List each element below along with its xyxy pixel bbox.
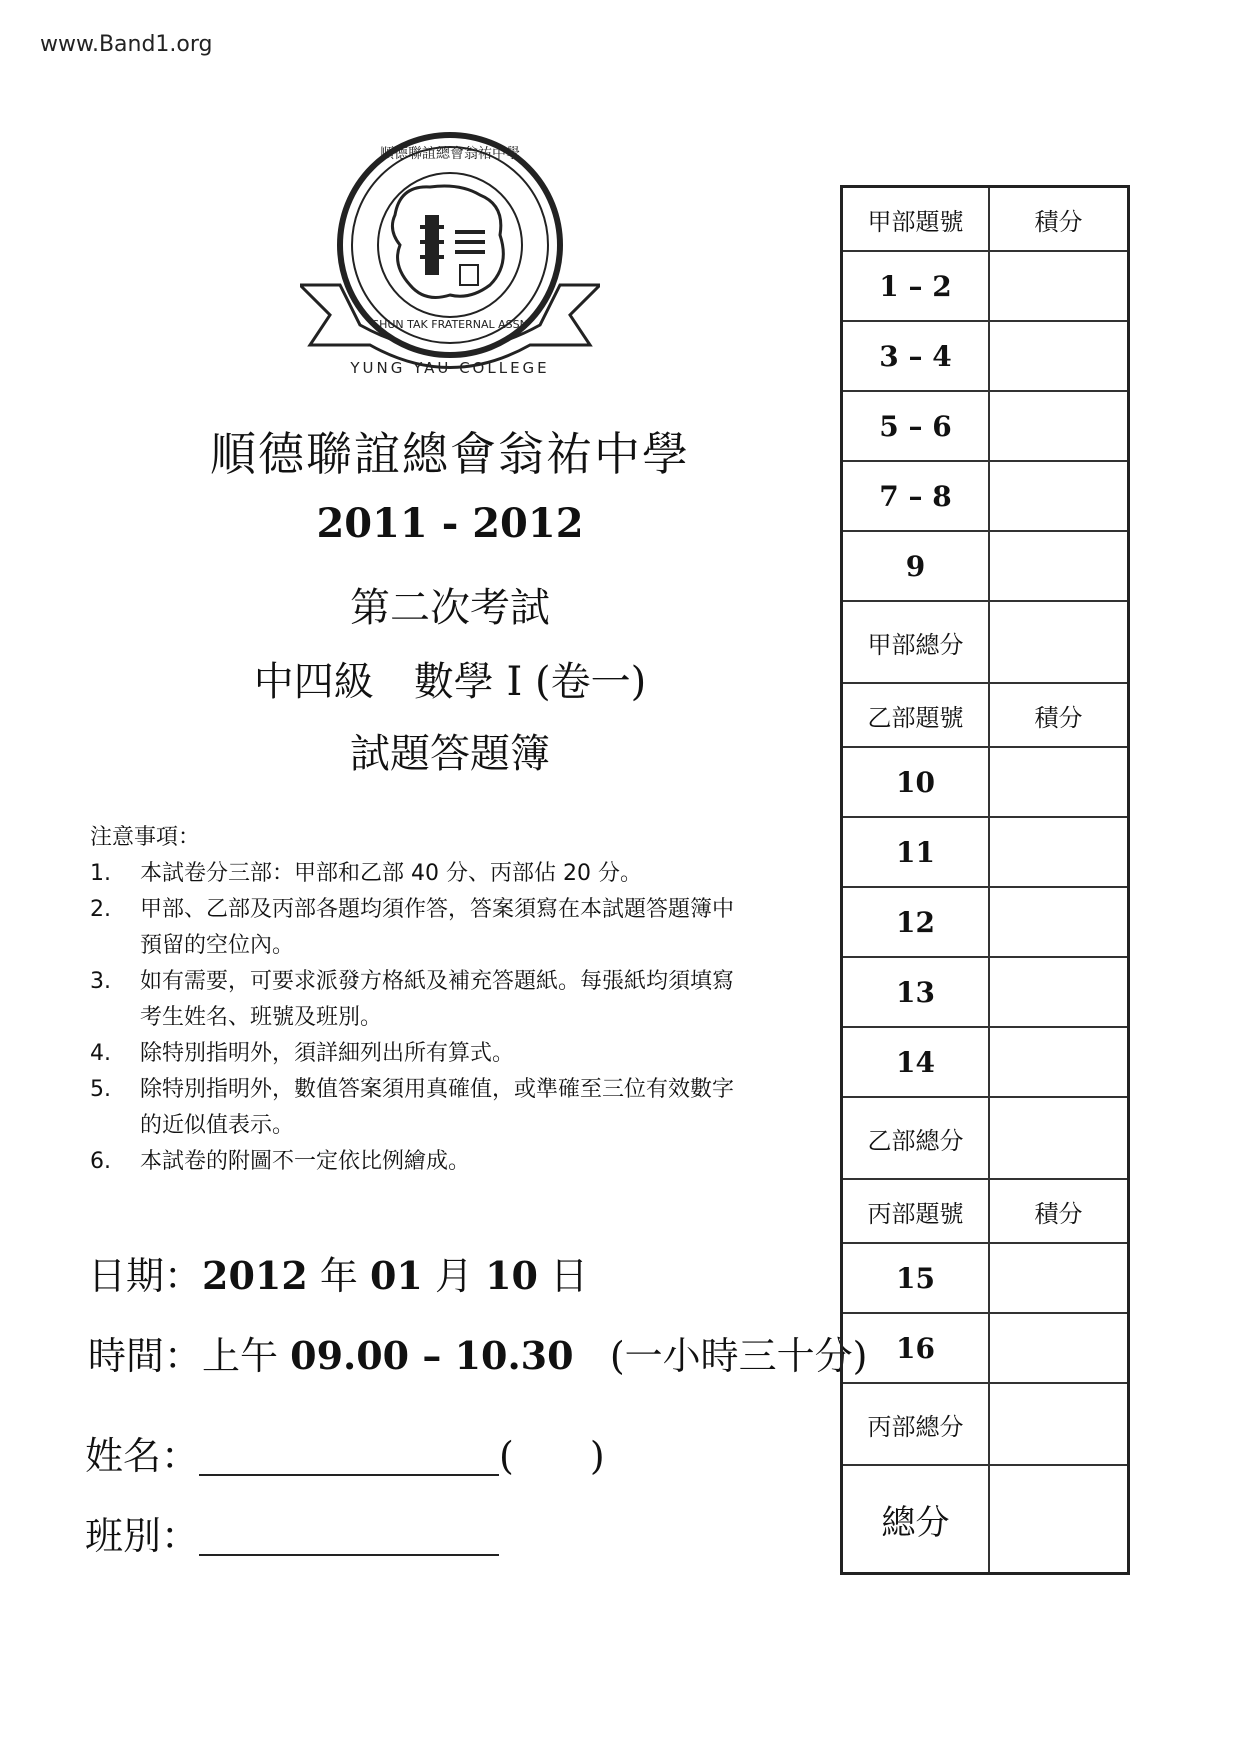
score-cell[interactable] (989, 461, 1129, 531)
score-header: 積分 (989, 683, 1129, 747)
date-month-unit: 月 (434, 1254, 473, 1298)
section-b-total-label: 乙部總分 (842, 1097, 990, 1179)
name-field[interactable] (85, 1425, 605, 1480)
table-row (842, 1383, 1129, 1465)
instruction-item (90, 964, 790, 1036)
instructions-heading: 注意事項： (90, 825, 201, 850)
table-row (842, 321, 1129, 391)
score-cell[interactable] (989, 887, 1129, 957)
table-row (842, 1313, 1129, 1383)
instruction-text: 甲部、乙部及丙部各題均須作答，答案須寫在本試題答題簿中預留的空位內。 (140, 897, 735, 958)
table-row (842, 1465, 1129, 1574)
table-row (842, 1027, 1129, 1097)
table-row (842, 747, 1129, 817)
score-cell[interactable] (989, 1097, 1129, 1179)
score-cell[interactable] (989, 1243, 1129, 1313)
section-c-total-label: 丙部總分 (842, 1383, 990, 1465)
logo-ribbon-text: YUNG YAU COLLEGE (350, 359, 550, 377)
instruction-number: 2. (90, 897, 111, 922)
instruction-text: 除特別指明外，須詳細列出所有算式。 (140, 1041, 515, 1066)
time-label: 時間： (88, 1334, 203, 1378)
score-cell[interactable] (989, 957, 1129, 1027)
score-cell[interactable] (989, 321, 1129, 391)
score-cell[interactable] (989, 391, 1129, 461)
school-year: 2011 - 2012 (316, 500, 584, 547)
instruction-item (90, 1144, 790, 1180)
instruction-item (90, 892, 790, 964)
question-number: 15 (842, 1243, 990, 1313)
instruction-number: 4. (90, 1041, 111, 1066)
score-cell[interactable] (989, 1027, 1129, 1097)
school-name: 順德聯誼總會翁祐中學 (210, 427, 690, 481)
instruction-text: 本試卷的附圖不一定依比例繪成。 (140, 1149, 471, 1174)
score-cell[interactable] (989, 817, 1129, 887)
section-b-header: 乙部題號 (842, 683, 990, 747)
class-label: 班別： (85, 1514, 200, 1558)
instruction-item (90, 856, 790, 892)
question-number: 13 (842, 957, 990, 1027)
score-cell[interactable] (989, 1465, 1129, 1574)
question-number: 12 (842, 887, 990, 957)
question-number: 16 (842, 1313, 990, 1383)
school-logo (300, 125, 600, 395)
table-row (842, 461, 1129, 531)
table-row (842, 957, 1129, 1027)
exam-name: 第二次考試 (350, 585, 550, 631)
table-row (842, 817, 1129, 887)
score-cell[interactable] (989, 1313, 1129, 1383)
logo-english-ring-text: SHUN TAK FRATERNAL ASSN (372, 318, 528, 331)
table-row (842, 391, 1129, 461)
date-year: 2012 (202, 1253, 308, 1298)
section-c-header: 丙部題號 (842, 1179, 990, 1243)
exam-time (88, 1325, 867, 1380)
score-cell[interactable] (989, 1383, 1129, 1465)
section-a-total-label: 甲部總分 (842, 601, 990, 683)
score-table (840, 185, 1130, 1575)
logo-ring-text: 順德聯誼總會翁祐中學 (380, 146, 520, 162)
table-row (842, 531, 1129, 601)
website-url: www.Band1.org (40, 32, 213, 57)
instruction-text: 如有需要，可要求派發方格紙及補充答題紙。每張紙均須填寫考生姓名、班號及班別。 (140, 969, 735, 1030)
table-row (842, 251, 1129, 321)
question-number: 14 (842, 1027, 990, 1097)
grand-total-label: 總分 (842, 1465, 990, 1574)
date-month: 01 (369, 1253, 423, 1298)
table-row (842, 601, 1129, 683)
table-row (842, 887, 1129, 957)
question-number: 3 – 4 (842, 321, 990, 391)
name-blank[interactable] (199, 1444, 499, 1476)
date-day: 10 (485, 1253, 538, 1298)
score-header: 積分 (989, 187, 1129, 252)
question-number: 10 (842, 747, 990, 817)
question-number: 5 – 6 (842, 391, 990, 461)
class-field[interactable] (85, 1505, 499, 1560)
exam-subject: 中四級 數學 I (卷一) (253, 659, 647, 705)
table-row (842, 1179, 1129, 1243)
question-number: 9 (842, 531, 990, 601)
class-blank[interactable] (199, 1524, 499, 1556)
instruction-text: 除特別指明外，數值答案須用真確值，或準確至三位有效數字的近似值表示。 (140, 1077, 735, 1138)
table-row (842, 187, 1129, 252)
table-row (842, 1243, 1129, 1313)
exam-date (88, 1245, 588, 1300)
class-number-blank[interactable]: ( ) (499, 1434, 605, 1478)
booklet-title: 試題答題簿 (350, 731, 550, 777)
question-number: 1 – 2 (842, 251, 990, 321)
date-day-unit: 日 (550, 1254, 589, 1298)
instruction-number: 3. (90, 969, 111, 994)
exam-duration: (一小時三十分) (609, 1334, 868, 1378)
time-range: 09.00 – 10.30 (290, 1333, 574, 1378)
table-row (842, 683, 1129, 747)
question-number: 7 – 8 (842, 461, 990, 531)
date-label: 日期： (88, 1254, 203, 1298)
score-header: 積分 (989, 1179, 1129, 1243)
question-number: 11 (842, 817, 990, 887)
score-cell[interactable] (989, 747, 1129, 817)
score-cell[interactable] (989, 601, 1129, 683)
time-period: 上午 (202, 1334, 279, 1378)
score-cell[interactable] (989, 251, 1129, 321)
instruction-item (90, 1072, 790, 1144)
score-cell[interactable] (989, 531, 1129, 601)
instruction-number: 6. (90, 1149, 111, 1174)
section-a-header: 甲部題號 (842, 187, 990, 252)
name-label: 姓名： (85, 1434, 200, 1478)
date-year-unit: 年 (319, 1254, 358, 1298)
instruction-number: 5. (90, 1077, 111, 1102)
instructions (90, 820, 790, 1180)
instruction-item (90, 1036, 790, 1072)
instruction-number: 1. (90, 861, 111, 886)
instruction-text: 本試卷分三部：甲部和乙部 40 分、丙部佔 20 分。 (140, 861, 642, 886)
table-row (842, 1097, 1129, 1179)
